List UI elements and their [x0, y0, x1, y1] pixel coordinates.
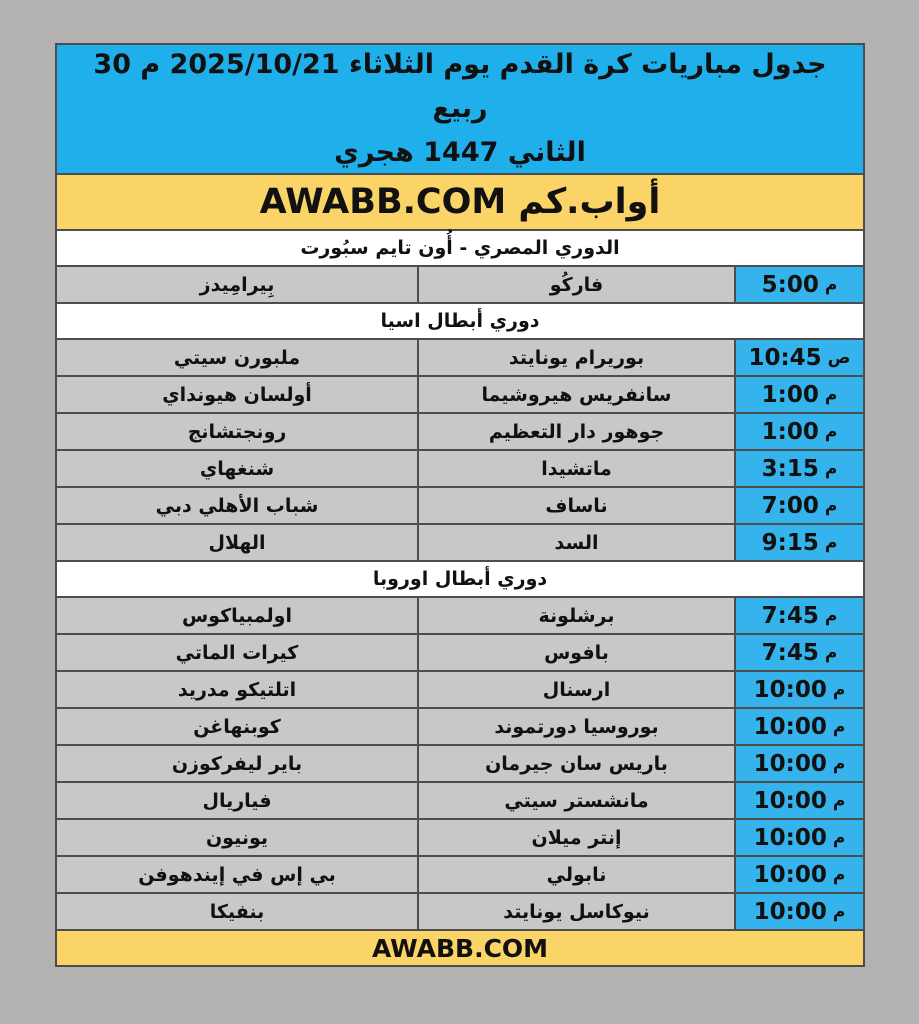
match-time [734, 820, 863, 855]
match-meridiem: م [824, 384, 838, 405]
match-row [57, 525, 863, 562]
away-team: بِيرامِيدز [57, 267, 417, 302]
match-time [734, 894, 863, 929]
match-time-value: 3:15 [761, 455, 819, 482]
match-time [734, 746, 863, 781]
home-team: ناساف [417, 488, 734, 523]
match-time [734, 377, 863, 412]
match-row [57, 672, 863, 709]
home-team: مانشستر سيتي [417, 783, 734, 818]
away-team: بي إس في إيندهوفن [57, 857, 417, 892]
match-time [734, 709, 863, 744]
match-row [57, 377, 863, 414]
away-team: شباب الأهلي دبي [57, 488, 417, 523]
home-team: السد [417, 525, 734, 560]
match-time-value: 10:00 [753, 676, 827, 703]
home-team: نيوكاسل يونايتد [417, 894, 734, 929]
schedule-table [57, 231, 863, 931]
away-team: اتلتيكو مدريد [57, 672, 417, 707]
home-team: جوهور دار التعظيم [417, 414, 734, 449]
match-meridiem: م [832, 901, 846, 922]
match-schedule-sheet [55, 43, 865, 967]
match-row [57, 894, 863, 931]
match-time [734, 598, 863, 633]
match-row [57, 488, 863, 525]
match-time-value: 10:45 [748, 344, 822, 371]
home-team: سانفريس هيروشيما [417, 377, 734, 412]
site-footer: AWABB.COM [57, 931, 863, 965]
away-team: ملبورن سيتي [57, 340, 417, 375]
match-row [57, 451, 863, 488]
match-meridiem: م [832, 827, 846, 848]
match-time-value: 9:15 [761, 529, 819, 556]
match-meridiem: م [824, 274, 838, 295]
away-team: الهلال [57, 525, 417, 560]
league-header: دوري أبطال اوروبا [57, 562, 863, 598]
home-team: بوريرام يونايتد [417, 340, 734, 375]
match-time-value: 1:00 [761, 418, 819, 445]
match-time-value: 1:00 [761, 381, 819, 408]
match-time-value: 10:00 [753, 898, 827, 925]
home-team: برشلونة [417, 598, 734, 633]
away-team: يونيون [57, 820, 417, 855]
match-meridiem: م [832, 679, 846, 700]
match-time [734, 267, 863, 302]
schedule-title [57, 45, 863, 175]
match-time-value: 10:00 [753, 750, 827, 777]
home-team: فاركُو [417, 267, 734, 302]
away-team: اولمبياكوس [57, 598, 417, 633]
match-row [57, 857, 863, 894]
home-team: ارسنال [417, 672, 734, 707]
match-time-value: 10:00 [753, 824, 827, 851]
league-header: الدوري المصري - أُون تايم سبُورت [57, 231, 863, 267]
match-row [57, 746, 863, 783]
match-meridiem: م [832, 716, 846, 737]
home-team: نابولي [417, 857, 734, 892]
match-meridiem: م [824, 458, 838, 479]
match-row [57, 783, 863, 820]
match-time [734, 414, 863, 449]
match-time [734, 525, 863, 560]
match-time [734, 857, 863, 892]
match-time-value: 7:45 [761, 602, 819, 629]
home-team: بافوس [417, 635, 734, 670]
home-team: باريس سان جيرمان [417, 746, 734, 781]
home-team: بوروسيا دورتموند [417, 709, 734, 744]
away-team: باير ليفركوزن [57, 746, 417, 781]
match-time [734, 672, 863, 707]
match-time-value: 7:00 [761, 492, 819, 519]
away-team: كيرات الماتي [57, 635, 417, 670]
match-row [57, 598, 863, 635]
match-time [734, 635, 863, 670]
title-line-2: الثاني 1447 هجري [334, 137, 586, 168]
match-time [734, 340, 863, 375]
title-line-1: جدول مباريات كرة القدم يوم الثلاثاء 2025/10/21 م 30 ربيع [93, 49, 827, 124]
away-team: فياريال [57, 783, 417, 818]
match-meridiem: م [824, 421, 838, 442]
site-banner: أواب.كم AWABB.COM [57, 175, 863, 231]
match-meridiem: م [824, 642, 838, 663]
match-meridiem: ص [827, 347, 851, 368]
match-meridiem: م [832, 753, 846, 774]
match-meridiem: م [824, 605, 838, 626]
match-time-value: 5:00 [761, 271, 819, 298]
match-time [734, 783, 863, 818]
away-team: أولسان هيونداي [57, 377, 417, 412]
match-row [57, 820, 863, 857]
match-time-value: 7:45 [761, 639, 819, 666]
match-row [57, 267, 863, 304]
match-time-value: 10:00 [753, 713, 827, 740]
match-meridiem: م [832, 790, 846, 811]
match-row [57, 709, 863, 746]
match-meridiem: م [824, 532, 838, 553]
match-row [57, 340, 863, 377]
match-row [57, 635, 863, 672]
match-meridiem: م [832, 864, 846, 885]
away-team: كوبنهاغن [57, 709, 417, 744]
home-team: ماتشيدا [417, 451, 734, 486]
home-team: إنتر ميلان [417, 820, 734, 855]
match-meridiem: م [824, 495, 838, 516]
away-team: رونجتشانج [57, 414, 417, 449]
away-team: بنفيكا [57, 894, 417, 929]
match-time-value: 10:00 [753, 787, 827, 814]
away-team: شنغهاي [57, 451, 417, 486]
match-time [734, 488, 863, 523]
match-time-value: 10:00 [753, 861, 827, 888]
league-header: دوري أبطال اسيا [57, 304, 863, 340]
match-time [734, 451, 863, 486]
match-row [57, 414, 863, 451]
